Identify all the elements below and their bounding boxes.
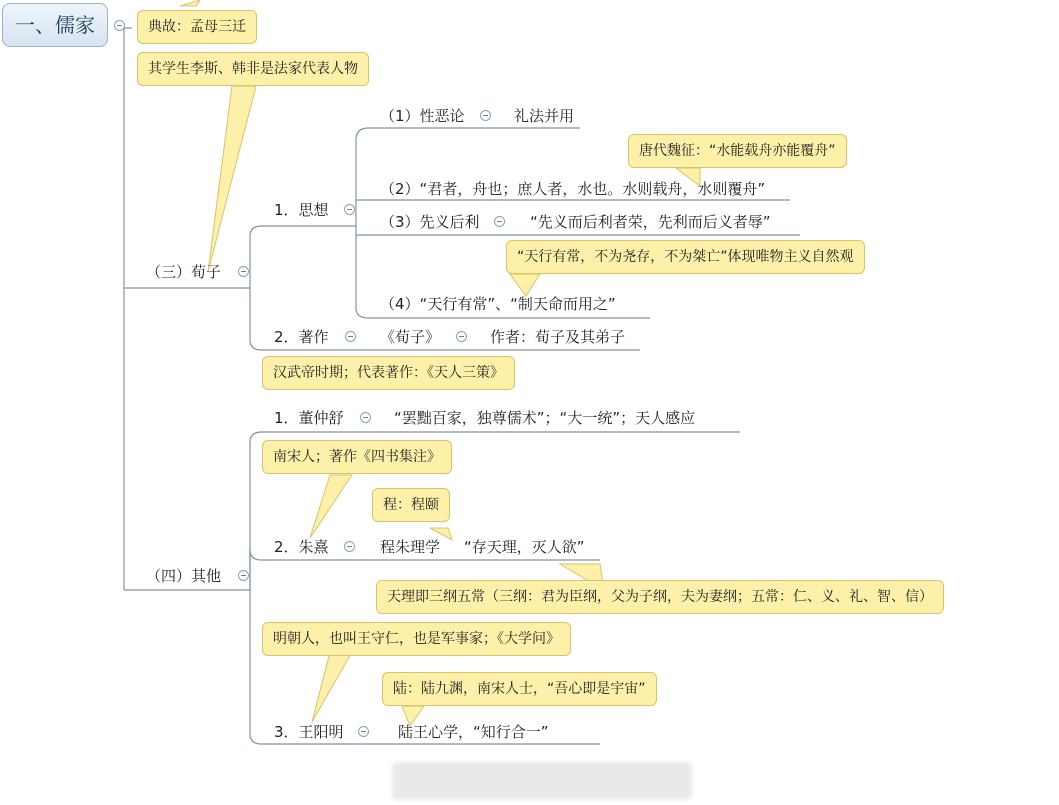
note-nansong: 南宋人；著作《四书集注》: [262, 440, 452, 474]
node-thought-3-sub[interactable]: “先义而后利者荣，先利而后义者辱”: [530, 213, 771, 231]
node-xunzi[interactable]: （三）荀子: [146, 263, 222, 281]
node-thought[interactable]: 1．思想: [274, 201, 329, 219]
collapse-icon[interactable]: [238, 266, 249, 277]
collapse-icon[interactable]: [344, 541, 355, 552]
note-mingchao: 明朝人，也叫王守仁，也是军事家；《大学问》: [262, 622, 571, 656]
collapse-icon[interactable]: [344, 204, 355, 215]
collapse-icon[interactable]: [358, 726, 369, 737]
note-weizheng: 唐代魏征：“水能载舟亦能覆舟”: [628, 134, 847, 168]
collapse-icon[interactable]: [480, 110, 491, 121]
note-cheng: 程：程颐: [372, 488, 450, 522]
node-works[interactable]: 2．著作: [274, 328, 329, 346]
note-lu: 陆：陆九渊，南宋人士，“吾心即是宇宙”: [382, 672, 657, 706]
note-tianli: 天理即三纲五常（三纲：君为臣纲，父为子纲，夫为妻纲；五常：仁、义、礼、智、信）: [376, 580, 944, 614]
node-others[interactable]: （四）其他: [146, 567, 222, 585]
node-dong-sub[interactable]: “罢黜百家，独尊儒术”；“大一统”；天人感应: [394, 409, 696, 427]
collapse-icon[interactable]: [456, 331, 467, 342]
collapse-icon[interactable]: [238, 570, 249, 581]
node-zhu[interactable]: 2．朱熹: [274, 538, 329, 556]
node-thought-4[interactable]: （4）“天行有常”、“制天命而用之”: [380, 295, 616, 313]
node-dong[interactable]: 1．董仲舒: [274, 409, 344, 427]
note-mengmu: 典故：孟母三迁: [137, 10, 257, 44]
node-wang[interactable]: 3．王阳明: [274, 723, 344, 741]
root-node[interactable]: 一、儒家: [2, 3, 108, 47]
node-zhu-motto[interactable]: “存天理，灭人欲”: [464, 538, 585, 556]
collapse-icon[interactable]: [360, 412, 371, 423]
node-wang-school[interactable]: 陆王心学，“知行合一”: [398, 723, 549, 741]
node-thought-3[interactable]: （3）先义后利: [380, 213, 480, 231]
note-lisi: 其学生李斯、韩非是法家代表人物: [137, 52, 369, 86]
blurred-watermark: [392, 762, 692, 800]
collapse-icon[interactable]: [114, 20, 125, 31]
note-hanwudi: 汉武帝时期；代表著作：《天人三策》: [262, 356, 515, 390]
node-thought-1[interactable]: （1）性恶论: [380, 107, 465, 125]
node-thought-2[interactable]: （2）“君者，舟也；庶人者，水也。水则载舟，水则覆舟”: [380, 180, 766, 198]
node-book[interactable]: 《荀子》: [380, 328, 441, 346]
node-thought-1-sub[interactable]: 礼法并用: [514, 107, 575, 125]
node-author[interactable]: 作者：荀子及其弟子: [490, 328, 626, 346]
collapse-icon[interactable]: [345, 331, 356, 342]
note-tianxing: “天行有常，不为尧存，不为桀亡”体现唯物主义自然观: [506, 240, 865, 274]
collapse-icon[interactable]: [494, 216, 505, 227]
node-zhu-school[interactable]: 程朱理学: [380, 538, 441, 556]
